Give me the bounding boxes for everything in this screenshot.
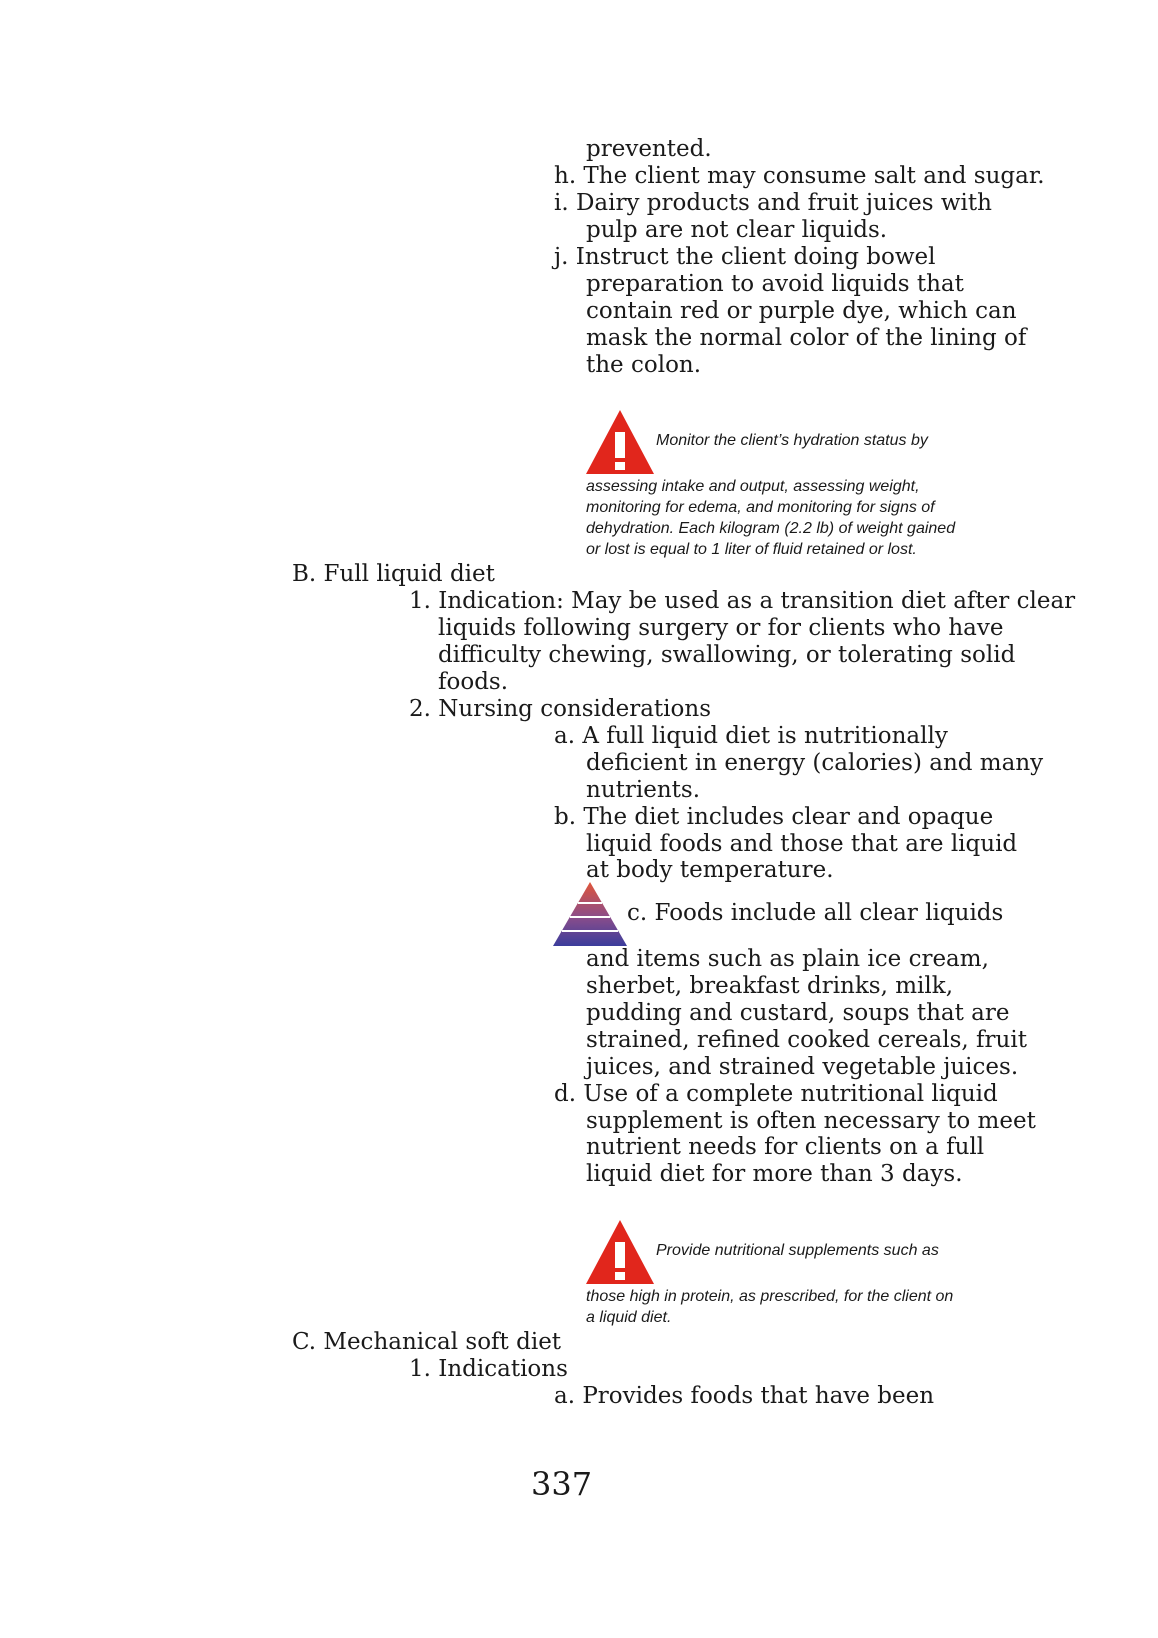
b-d-line2: supplement is often necessary to meet: [586, 1108, 1036, 1134]
alert-1-first-line: Monitor the client’s hydration status by: [656, 432, 928, 449]
b-c-first-line: c. Foods include all clear liquids: [627, 900, 1004, 926]
b-a-line3: nutrients.: [586, 777, 701, 803]
c-a-line1: a. Provides foods that have been: [554, 1383, 935, 1409]
b-c-line5: strained, refined cooked cereals, fruit: [586, 1027, 1027, 1053]
b-a-line2: deficient in energy (calories) and many: [586, 750, 1044, 776]
alert-1-line5: or lost is equal to 1 liter of fluid retained or lost.: [586, 541, 917, 558]
alert-2-line3: a liquid diet.: [586, 1309, 672, 1326]
list-item-i-line2: pulp are not clear liquids.: [586, 217, 888, 243]
alert-2-line2: those high in protein, as prescribed, for the client on: [586, 1288, 954, 1305]
list-item-i-line1: i. Dairy products and fruit juices with: [554, 190, 992, 216]
b-c-line6: juices, and strained vegetable juices.: [586, 1054, 1019, 1080]
b-d-line1: d. Use of a complete nutritional liquid: [554, 1081, 998, 1107]
list-item-j-line1: j. Instruct the client doing bowel: [554, 244, 936, 270]
b-item1-line1: 1. Indication: May be used as a transition diet after clear: [409, 588, 1076, 614]
b-d-line3: nutrient needs for clients on a full: [586, 1134, 985, 1160]
b-c-line3: sherbet, breakfast drinks, milk,: [586, 973, 954, 999]
list-item-j-line2: preparation to avoid liquids that: [586, 271, 964, 297]
b-a-line1: a. A full liquid diet is nutritionally: [554, 723, 948, 749]
b-item1-line2: liquids following surgery or for clients who have: [438, 615, 1004, 641]
alert-2-first-line: Provide nutritional supplements such as: [656, 1242, 939, 1259]
priority-alert-icon: [584, 408, 656, 476]
b-c-line4: pudding and custard, soups that are: [586, 1000, 1010, 1026]
c-item1: 1. Indications: [409, 1356, 568, 1382]
b-item2: 2. Nursing considerations: [409, 696, 711, 722]
b-d-line4: liquid diet for more than 3 days.: [586, 1161, 963, 1187]
b-b-line1: b. The diet includes clear and opaque: [554, 804, 994, 830]
alert-1-line4: dehydration. Each kilogram (2.2 lb) of weight gained: [586, 520, 956, 537]
page-number: 337: [531, 1465, 593, 1503]
alert-1-line3: monitoring for edema, and monitoring for signs of: [586, 499, 935, 516]
b-item1-line4: foods.: [438, 669, 509, 695]
b-b-line2: liquid foods and those that are liquid: [586, 831, 1018, 857]
pyramid-icon: [552, 881, 628, 947]
b-item1-line3: difficulty chewing, swallowing, or tolerating solid: [438, 642, 1016, 668]
priority-alert-icon: [584, 1218, 656, 1286]
list-item-j-line5: the colon.: [586, 352, 702, 378]
list-item-j-line4: mask the normal color of the lining of: [586, 325, 1027, 351]
section-b-heading: B. Full liquid diet: [292, 561, 495, 587]
b-b-line3: at body temperature.: [586, 857, 834, 883]
section-c-heading: C. Mechanical soft diet: [292, 1329, 562, 1355]
list-item-h: h. The client may consume salt and sugar.: [554, 163, 1045, 189]
b-c-line2: and items such as plain ice cream,: [586, 946, 989, 972]
list-item-g-continued: prevented.: [586, 136, 712, 162]
list-item-j-line3: contain red or purple dye, which can: [586, 298, 1017, 324]
alert-1-line2: assessing intake and output, assessing weight,: [586, 478, 920, 495]
